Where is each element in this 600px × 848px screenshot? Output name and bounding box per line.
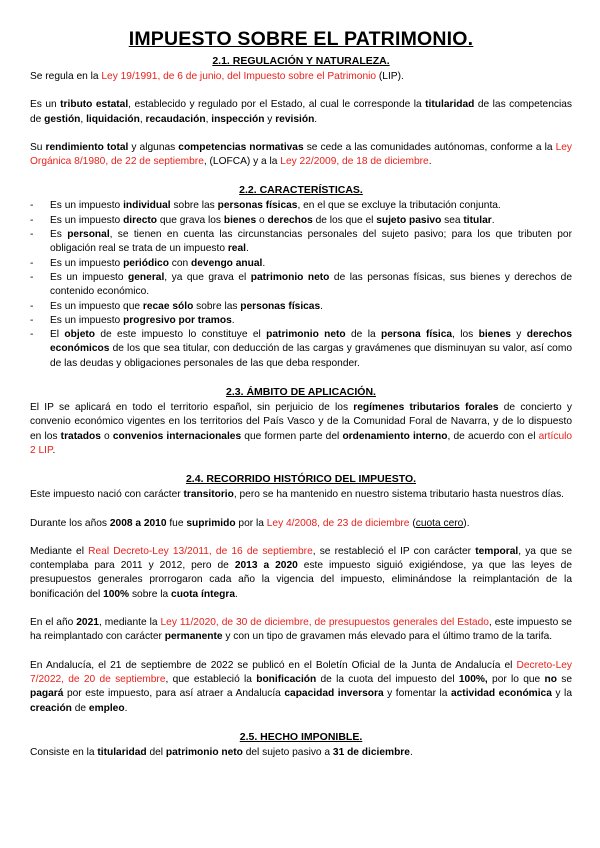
paragraph-2021: En el año 2021, mediante la Ley 11/2020, de 30 de diciembre, de presupuestos generales del Estado, este impuesto se ha reimplantado con carácter permanente y con un tipo de gravamen más elevado para el último tramo de la tarifa.: [30, 617, 572, 643]
law-link[interactable]: Decreto-Ley 7/2022, de 20 de septiembre: [30, 659, 572, 685]
paragraph-andalucia: En Andalucía, el 21 de septiembre de 2022 se publicó en el Boletín Oficial de la Junta de Andalucía el Decreto-Ley 7/2022, de 20 de septiembre, que estableció la bonificación de la cuota del impuesto del 100%, por lo que no se pagará por este impuesto, para así atraer a Andalucía capacidad inversora y fomentar la actividad económica y la creación de empleo.: [30, 659, 573, 714]
list-item: - Es un impuesto individual sobre las personas físicas, en el que se excluye la tributación conjunta.: [30, 199, 572, 213]
heading-hecho-imponible: 2.5. HECHO IMPONIBLE.: [239, 730, 363, 743]
heading-caracteristicas: 2.2. CARACTERÍSTICAS.: [239, 184, 363, 197]
law-link[interactable]: Ley 4/2008, de 23 de diciembre: [266, 517, 410, 529]
heading-recorrido: 2.4. RECORRIDO HISTÓRICO DEL IMPUESTO.: [185, 473, 417, 486]
list-item: - Es un impuesto progresivo por tramos.: [30, 314, 572, 328]
list-item: - El objeto de este impuesto lo constituye el patrimonio neto de la persona física, los bienes y derechos económicos de los que sea titular, con deducción de las cargas y gravámenes que disminuyan su valor, así como de las deudas y obligaciones personales de las que deba responder.: [30, 328, 572, 371]
heading-ambito: 2.3. ÁMBITO DE APLICACIÓN.: [226, 386, 376, 399]
list-item: - Es un impuesto que recae sólo sobre las personas físicas.: [30, 300, 572, 314]
law-link[interactable]: Real Decreto-Ley 13/2011, de 16 de septiembre: [88, 545, 313, 557]
paragraph-ambito: El IP se aplicará en todo el territorio español, sin perjuicio de los regímenes tributarios forales de concierto y convenio económico vigentes en los territorios del País Vasco y de la Comunidad Foral de Navarra, y de lo dispuesto en los tratados o convenios internacionales que formen parte del ordenamiento interno, de acuerdo con el artículo 2 LIP.: [30, 402, 573, 456]
paragraph-restablecido: Mediante el Real Decreto-Ley 13/2011, de 16 de septiembre, se restableció el IP con carácter temporal, ya que se contemplaba para 2011 y 2012, pero de 2013 a 2020 este impuesto siguió exigiéndose, ya que las leyes de presupuestos generales prorrogaron cada año la vigencia del impuesto, eliminándose la reimplantación de la bonificación del 100% sobre la cuota íntegra.: [30, 545, 573, 600]
list-item: - Es personal, se tienen en cuenta las circunstancias personales del sujeto pasivo; para los que tributen por obligación real se trata de un impuesto real.: [30, 228, 572, 257]
law-link[interactable]: Ley Orgánica 8/1980, de 22 de septiembre: [30, 141, 572, 168]
list-item: - Es un impuesto periódico con devengo anual.: [30, 257, 572, 271]
paragraph-rendimiento: Su rendimiento total y algunas competencias normativas se cede a las comunidades autónomas, conforme a la Ley Orgánica 8/1980, de 22 de septiembre, (LOFCA) y a la Ley 22/2009, de 18 de diciembre.: [30, 141, 572, 168]
paragraph-tributo-estatal: Es un tributo estatal, establecido y regulado por el Estado, al cual le corresponde la titularidad de las competencias de gestión, liquidación, recaudación, inspección y revisión.: [30, 99, 573, 125]
list-item: - Es un impuesto general, ya que grava el patrimonio neto de las personas físicas, sus bienes y derechos de contenido económico.: [30, 271, 572, 300]
page-title: IMPUESTO SOBRE EL PATRIMONIO.: [128, 28, 474, 50]
paragraph-hecho-imponible: Consiste en la titularidad del patrimonio neto del sujeto pasivo a 31 de diciembre.: [30, 746, 413, 758]
paragraph-transitorio: Este impuesto nació con carácter transitorio, pero se ha mantenido en nuestro sistema tributario hasta nuestros días.: [30, 489, 565, 501]
law-link[interactable]: Ley 19/1991, de 6 de junio, del Impuesto sobre el Patrimonio: [101, 71, 377, 82]
list-item: - Es un impuesto directo que grava los bienes o derechos de los que el sujeto pasivo sea titular.: [30, 214, 572, 228]
heading-regulacion: 2.1. REGULACIÓN Y NATURALEZA.: [212, 55, 390, 67]
document-page: [30, 28, 572, 760]
law-link[interactable]: artículo 2 LIP: [30, 430, 573, 456]
law-link[interactable]: Ley 11/2020, de 30 de diciembre, de presupuestos generales del Estado: [160, 617, 489, 629]
paragraph-regulacion: Se regula en la Ley 19/1991, de 6 de junio, del Impuesto sobre el Patrimonio (LIP).: [30, 71, 404, 82]
characteristics-list: [30, 199, 572, 371]
law-link[interactable]: Ley 22/2009, de 18 de diciembre: [280, 156, 429, 168]
paragraph-suprimido: Durante los años 2008 a 2010 fue suprimido por la Ley 4/2008, de 23 de diciembre (cuota cero).: [30, 517, 470, 529]
